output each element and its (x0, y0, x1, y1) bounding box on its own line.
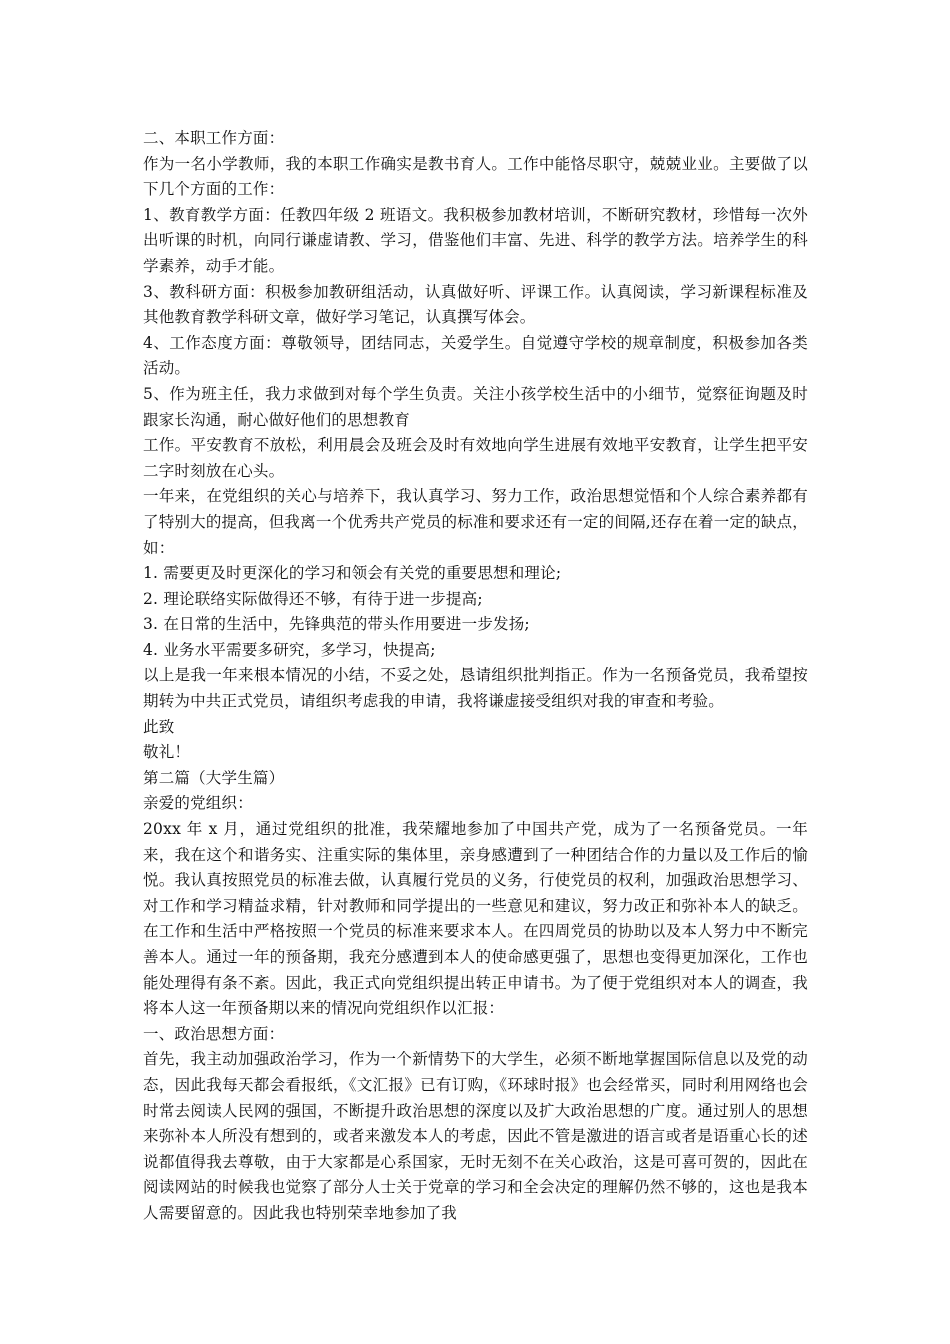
section-title: 第二篇（大学生篇） (143, 768, 285, 787)
body-paragraph: 一年来，在党组织的关心与培养下，我认真学习、努力工作，政治思想觉悟和个人综合素养都有了特别大的提高，但我离一个优秀共产党员的标准和要求还有一定的间隔,还存在着一定的缺点，如： (143, 487, 808, 557)
body-paragraph: 4、工作态度方面：尊敬领导，团结同志，关爱学生。自觉遵守学校的规章制度，积极参加各类活动。 (143, 333, 808, 378)
list-item: 2. 理论联络实际做得还不够，有待于进一步提高; (143, 589, 483, 608)
body-paragraph: 5、作为班主任，我力求做到对每个学生负责。关注小孩学校生活中的小细节，觉察征询题及时跟家长沟通，耐心做好他们的思想教育 (143, 384, 808, 429)
body-paragraph: 首先，我主动加强政治学习，作为一个新情势下的大学生，必须不断地掌握国际信息以及党的动态，因此我每天都会看报纸，《文汇报》已有订购，《环球时报》也会经常买，同时利用网络也会时常去阅读人民网的强国，不断提升政治思想的深度以及扩大政治思想的广度。通过别人的思想来弥补本人所没有想到的，或者来激发本人的考虑，因此不管是激进的语言或者是语重心长的述说都值得我去尊敬，由于大家都是心系国家，无时无刻不在关心政治，这是可喜可贺的，因此在阅读网站的时候我也觉察了部分人士关于党章的学习和全会决定的理解仍然不够的，这也是我本人需要留意的。因此我也特别荣幸地参加了我 (143, 1050, 808, 1222)
body-paragraph: 20xx 年 x 月，通过党组织的批准，我荣耀地参加了中国共产党，成为了一名预备党员。一年来，我在这个和谐务实、注重实际的集体里，亲身感遭到了一种团结合作的力量以及工作后的愉悦。我认真按照党员的标准去做，认真履行党员的义务，行使党员的权利，加强政治思想学习、对工作和学习精益求精，针对教师和同学提出的一些意见和建议，努力改正和弥补本人的缺乏。在工作和生活中严格按照一个党员的标准来要求本人。在四周党员的协助以及本人努力中不断完善本人。通过一年的预备期，我充分感遭到本人的使命感更强了，思想也变得更加深化，工作也能处理得有条不紊。因此，我正式向党组织提出转正申请书。为了便于党组织对本人的调查，我将本人这一年预备期以来的情况向党组织作以汇报： (143, 820, 808, 1018)
document-body (143, 126, 808, 1227)
salutation: 亲爱的党组织： (143, 794, 253, 813)
body-paragraph: 以上是我一年来根本情况的小结，不妥之处，恳请组织批判指正。作为一名预备党员，我希望按期转为中共正式党员，请组织考虑我的申请，我将谦虚接受组织对我的审查和考验。 (143, 666, 808, 711)
closing-line: 此致 (143, 717, 175, 736)
body-paragraph: 3、教科研方面：积极参加教研组活动，认真做好听、评课工作。认真阅读，学习新课程标准及其他教育教学科研文章，做好学习笔记，认真撰写体会。 (143, 282, 808, 327)
section-heading-work: 二、本职工作方面： (143, 129, 285, 147)
closing-line: 敬礼！ (143, 743, 191, 762)
list-item: 1. 需要更及时更深化的学习和领会有关党的重要思想和理论; (143, 564, 562, 583)
list-item: 4. 业务水平需要多研究，多学习，快提高; (143, 640, 436, 659)
section-heading-politics: 一、政治思想方面： (143, 1024, 285, 1043)
list-item: 3. 在日常的生活中，先锋典范的带头作用要进一步发扬; (143, 615, 530, 634)
body-paragraph: 工作。平安教育不放松，利用晨会及班会及时有效地向学生进展有效地平安教育，让学生把平安二字时刻放在心头。 (143, 436, 808, 480)
body-paragraph: 1、教育教学方面：任教四年级 2 班语文。我积极参加教材培训，不断研究教材，珍惜每一次外出听课的时机，向同行谦虚请教、学习，借鉴他们丰富、先进、科学的教学方法。培养学生的科学素养，动手才能。 (143, 205, 808, 275)
body-paragraph: 作为一名小学教师，我的本职工作确实是教书育人。工作中能恪尽职守，兢兢业业。主要做了以下几个方面的工作： (143, 154, 808, 199)
